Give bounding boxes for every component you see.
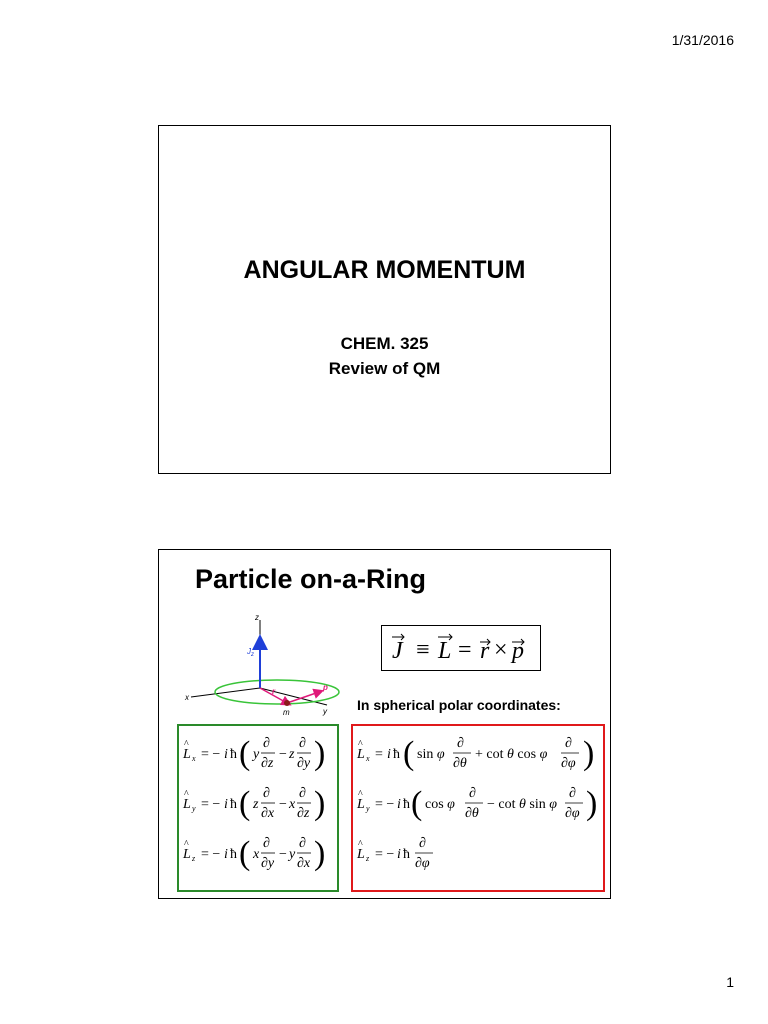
svg-text:i: i bbox=[397, 797, 401, 812]
svg-text:(: ( bbox=[239, 785, 251, 822]
svg-text:−: − bbox=[279, 847, 287, 862]
svg-text:J: J bbox=[392, 638, 404, 664]
svg-text:r: r bbox=[480, 638, 491, 664]
svg-text:=: = bbox=[458, 637, 473, 663]
jz-label: $J_z$ bbox=[247, 647, 254, 658]
svg-text:−: − bbox=[279, 797, 287, 812]
svg-text:L: L bbox=[183, 797, 191, 812]
slide-title: ANGULAR MOMENTUM bbox=[243, 256, 526, 284]
svg-text:∂φ: ∂φ bbox=[561, 756, 576, 771]
svg-text:+ cot θ cos φ: + cot θ cos φ bbox=[475, 747, 548, 762]
svg-text:− cot θ sin φ: − cot θ sin φ bbox=[487, 797, 557, 812]
spherical-operators-box bbox=[351, 724, 605, 892]
cartesian-operators-box bbox=[177, 724, 339, 892]
svg-text:sin φ: sin φ bbox=[417, 747, 445, 762]
angular-momentum-definition bbox=[381, 625, 541, 671]
slide-subtitle: Review of QM bbox=[328, 359, 441, 378]
svg-text:∂x: ∂x bbox=[261, 806, 275, 821]
svg-text:): ) bbox=[583, 735, 595, 772]
slide-title-card bbox=[158, 125, 611, 474]
svg-text:∂: ∂ bbox=[263, 736, 270, 751]
slide-subtitle-block bbox=[159, 331, 610, 381]
svg-text:(: ( bbox=[411, 785, 423, 822]
svg-text:): ) bbox=[314, 785, 326, 822]
svg-text:∂: ∂ bbox=[299, 786, 306, 801]
slide-particle-on-ring bbox=[158, 549, 611, 899]
svg-text:y: y bbox=[366, 804, 370, 813]
svg-text:^: ^ bbox=[184, 789, 189, 800]
svg-text:≡: ≡ bbox=[416, 637, 431, 663]
svg-text:∂y: ∂y bbox=[297, 756, 311, 771]
svg-text:∂: ∂ bbox=[457, 736, 464, 751]
svg-text:∂φ: ∂φ bbox=[415, 856, 430, 871]
svg-text:i: i bbox=[397, 847, 401, 862]
ly-cartesian-equation bbox=[182, 785, 325, 822]
svg-text:= −: = − bbox=[201, 797, 221, 812]
svg-text:ħ: ħ bbox=[393, 747, 400, 762]
svg-text:x: x bbox=[253, 847, 260, 862]
svg-text:L: L bbox=[357, 847, 365, 862]
svg-text:∂: ∂ bbox=[299, 736, 306, 751]
y-axis-label: y bbox=[323, 707, 327, 716]
svg-text:x: x bbox=[192, 754, 196, 763]
svg-text:L: L bbox=[183, 747, 191, 762]
ly-spherical-equation bbox=[356, 785, 597, 822]
lz-spherical-equation bbox=[356, 836, 433, 871]
page-date: 1/31/2016 bbox=[671, 32, 734, 48]
svg-text:y: y bbox=[192, 804, 196, 813]
svg-text:): ) bbox=[586, 785, 598, 822]
svg-text:ħ: ħ bbox=[230, 797, 237, 812]
lz-cartesian-equation bbox=[182, 835, 325, 872]
svg-text:i: i bbox=[387, 747, 391, 762]
svg-text:∂: ∂ bbox=[263, 836, 270, 851]
svg-text:∂θ: ∂θ bbox=[453, 756, 467, 771]
x-axis bbox=[191, 688, 260, 697]
svg-text:y: y bbox=[253, 747, 260, 762]
svg-text:= −: = − bbox=[201, 747, 221, 762]
svg-text:∂z: ∂z bbox=[297, 806, 310, 821]
svg-text:ħ: ħ bbox=[403, 847, 410, 862]
svg-text:p: p bbox=[512, 638, 525, 664]
svg-text:ħ: ħ bbox=[230, 747, 237, 762]
lx-cartesian-equation bbox=[182, 735, 325, 772]
svg-text:−: − bbox=[279, 747, 287, 762]
particle-dot bbox=[284, 700, 290, 706]
svg-text:= −: = − bbox=[201, 847, 221, 862]
svg-text:= −: = − bbox=[375, 797, 395, 812]
svg-text:i: i bbox=[224, 847, 228, 862]
svg-text:^: ^ bbox=[184, 739, 189, 750]
svg-text:^: ^ bbox=[184, 839, 189, 850]
svg-text:L: L bbox=[357, 797, 365, 812]
r-label: r bbox=[272, 687, 276, 696]
svg-text:): ) bbox=[314, 835, 326, 872]
svg-text:∂: ∂ bbox=[299, 836, 306, 851]
lx-spherical-equation bbox=[356, 735, 594, 772]
definition-equation bbox=[386, 628, 536, 668]
p-label: p bbox=[323, 683, 328, 692]
svg-text:∂: ∂ bbox=[469, 786, 476, 801]
svg-text:): ) bbox=[314, 735, 326, 772]
svg-text:∂θ: ∂θ bbox=[465, 806, 479, 821]
svg-text:cos φ: cos φ bbox=[425, 797, 455, 812]
svg-text:∂x: ∂x bbox=[297, 856, 311, 871]
svg-text:^: ^ bbox=[358, 789, 363, 800]
svg-text:z: z bbox=[366, 854, 370, 863]
x-axis-label: x bbox=[185, 693, 189, 702]
svg-text:L: L bbox=[183, 847, 191, 862]
svg-text:∂y: ∂y bbox=[261, 856, 275, 871]
svg-text:^: ^ bbox=[358, 839, 363, 850]
svg-text:^: ^ bbox=[358, 739, 363, 750]
svg-text:ħ: ħ bbox=[403, 797, 410, 812]
svg-text:∂: ∂ bbox=[263, 786, 270, 801]
svg-text:ħ: ħ bbox=[230, 847, 237, 862]
svg-text:(: ( bbox=[239, 835, 251, 872]
svg-text:×: × bbox=[494, 637, 509, 663]
svg-text:i: i bbox=[224, 797, 228, 812]
slide-heading: Particle on-a-Ring bbox=[195, 564, 427, 594]
svg-text:∂: ∂ bbox=[419, 836, 426, 851]
svg-text:L: L bbox=[357, 747, 365, 762]
svg-text:∂z: ∂z bbox=[261, 756, 274, 771]
m-label: m bbox=[283, 708, 290, 717]
course-code: CHEM. 325 bbox=[340, 334, 429, 353]
svg-text:(: ( bbox=[403, 735, 415, 772]
z-axis-label: z bbox=[255, 613, 259, 622]
svg-text:i: i bbox=[224, 747, 228, 762]
svg-text:L: L bbox=[438, 638, 453, 664]
svg-text:= −: = − bbox=[375, 847, 395, 862]
svg-text:∂: ∂ bbox=[565, 736, 572, 751]
svg-text:z: z bbox=[192, 854, 196, 863]
svg-text:z: z bbox=[289, 747, 295, 762]
spherical-equations bbox=[353, 726, 603, 890]
svg-text:∂: ∂ bbox=[569, 786, 576, 801]
svg-text:∂φ: ∂φ bbox=[565, 806, 580, 821]
svg-text:x: x bbox=[289, 797, 296, 812]
svg-text:=: = bbox=[375, 747, 383, 762]
svg-text:(: ( bbox=[239, 735, 251, 772]
cartesian-equations bbox=[179, 726, 337, 890]
particle-ring-diagram bbox=[177, 612, 347, 722]
svg-text:z: z bbox=[253, 797, 259, 812]
spherical-coordinates-label: In spherical polar coordinates: bbox=[357, 697, 561, 713]
page-number: 1 bbox=[726, 974, 734, 990]
svg-text:x: x bbox=[366, 754, 370, 763]
y-axis bbox=[260, 688, 327, 705]
svg-text:y: y bbox=[289, 847, 296, 862]
